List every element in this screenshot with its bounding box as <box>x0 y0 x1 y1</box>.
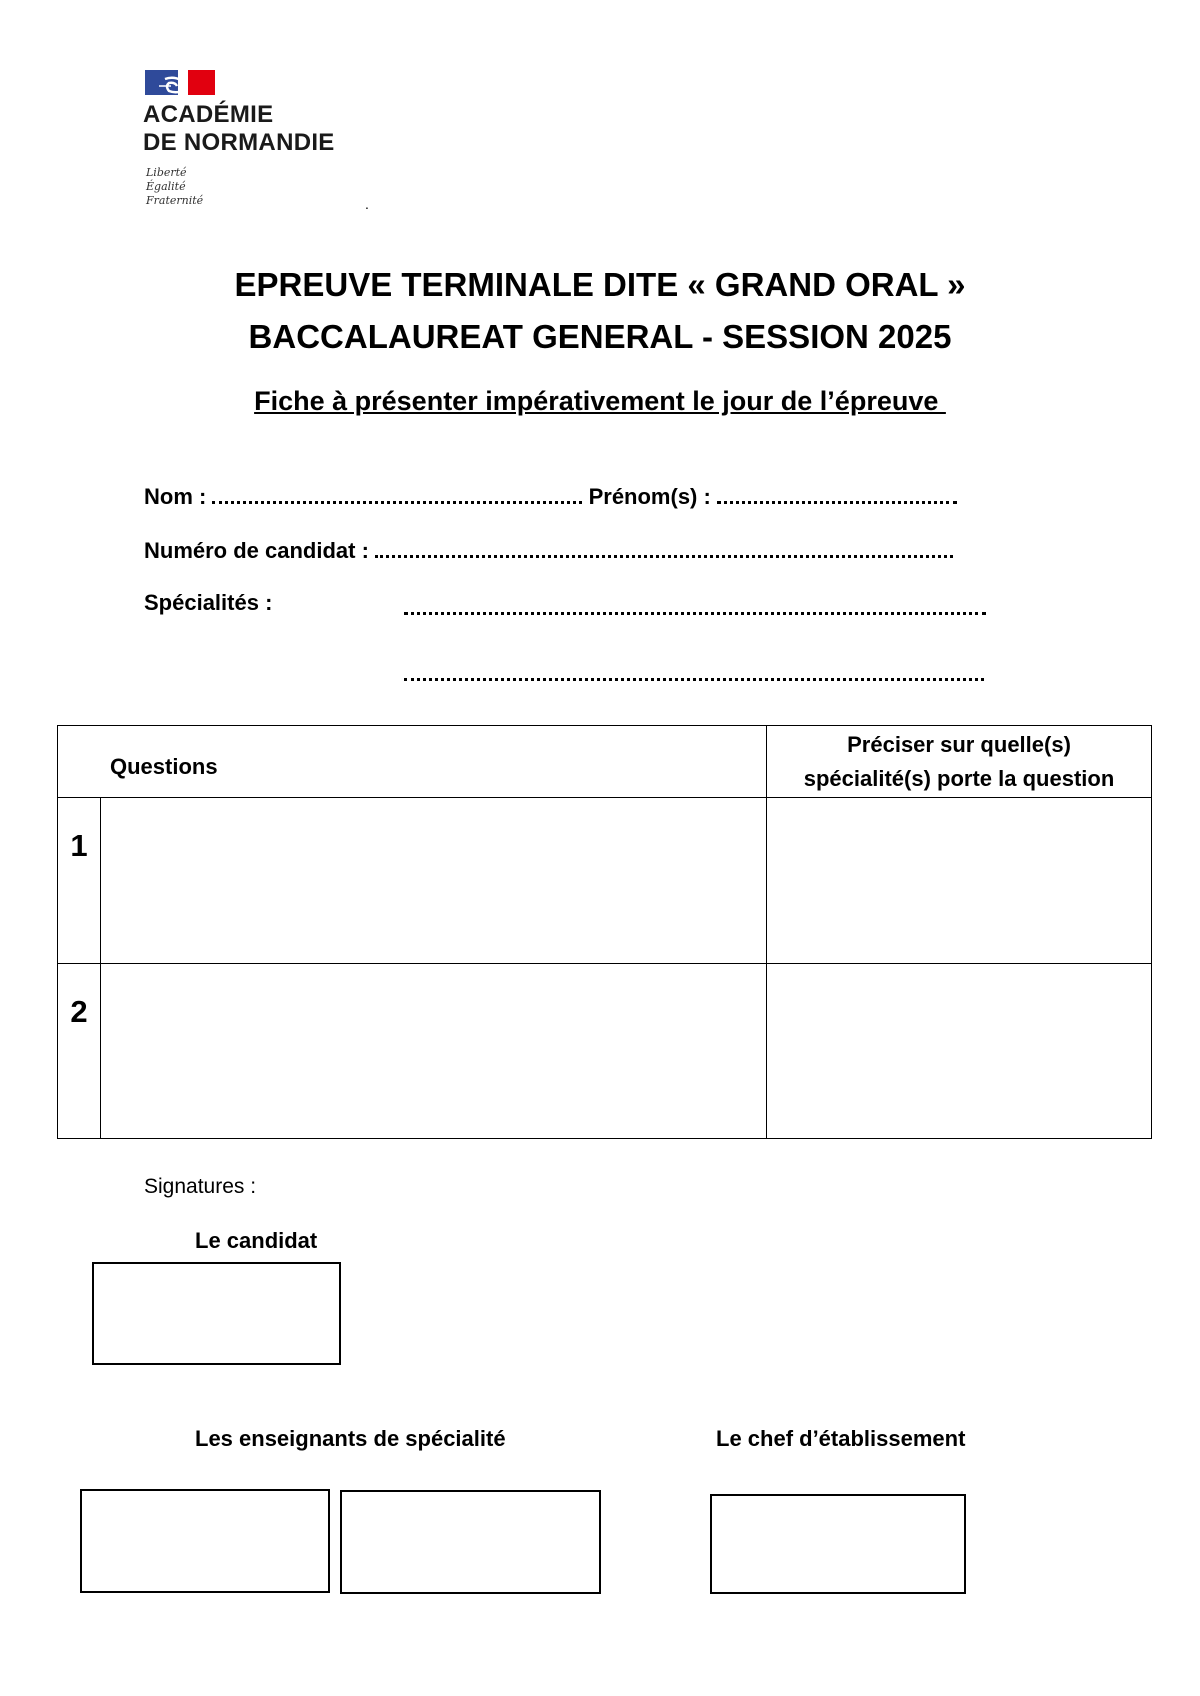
chef-signature-box[interactable] <box>710 1494 966 1594</box>
nom-field[interactable] <box>144 484 957 510</box>
specialites-label: Spécialités : <box>144 590 273 615</box>
logo-academie-text: ACADÉMIE <box>143 101 274 128</box>
specialites-column-header: Préciser sur quelle(s) spécialité(s) porte la question <box>767 726 1152 798</box>
table-row <box>58 964 1152 1139</box>
chef-signature-title: Le chef d’établissement <box>716 1426 966 1451</box>
motto-liberte: Liberté <box>146 166 187 179</box>
marianne-flag-icon <box>145 70 215 95</box>
specialites-field[interactable] <box>144 590 272 616</box>
table-row <box>58 798 1152 964</box>
specialite-cell[interactable] <box>767 964 1152 1139</box>
question-cell[interactable] <box>101 964 767 1139</box>
enseignant-1-signature-box[interactable] <box>80 1489 330 1593</box>
candidat-signature-title: Le candidat <box>195 1228 318 1253</box>
specialite-cell[interactable] <box>767 798 1152 964</box>
enseignants-signature-title: Les enseignants de spécialité <box>195 1426 506 1451</box>
page-title-line2: BACCALAUREAT GENERAL - SESSION 2025 <box>248 318 952 355</box>
enseignant-2-signature-box[interactable] <box>340 1490 601 1594</box>
question-number: 2 <box>58 964 101 1139</box>
questions-table <box>57 725 1152 1139</box>
table-header-row <box>58 726 1152 798</box>
candidat-signature-box[interactable] <box>92 1262 341 1365</box>
specialite-2-dotted-line[interactable] <box>404 664 984 681</box>
question-cell[interactable] <box>101 798 767 964</box>
specialite-1-dotted-line[interactable] <box>404 598 986 615</box>
prenom-dotted-line[interactable] <box>717 487 957 504</box>
questions-column-header: Questions <box>58 726 767 798</box>
nom-dotted-line[interactable] <box>212 487 582 504</box>
signatures-label: Signatures : <box>144 1175 257 1198</box>
question-number: 1 <box>58 798 101 964</box>
numero-candidat-label: Numéro de candidat : <box>144 538 369 563</box>
logo-normandie-text: DE NORMANDIE <box>143 129 335 156</box>
motto-fraternite: Fraternité <box>146 194 204 207</box>
prenom-label: Prénom(s) : <box>588 484 711 509</box>
numero-candidat-dotted-line[interactable] <box>375 541 953 558</box>
logo-dot: . <box>365 196 369 212</box>
academie-logo <box>143 68 373 218</box>
page-title-line1: EPREUVE TERMINALE DITE « GRAND ORAL » <box>234 266 966 303</box>
nom-label: Nom : <box>144 484 207 509</box>
motto-egalite: Égalité <box>146 180 186 193</box>
numero-candidat-field[interactable] <box>144 538 953 564</box>
page-subtitle: Fiche à présenter impérativement le jour de l’épreuve <box>254 386 946 416</box>
